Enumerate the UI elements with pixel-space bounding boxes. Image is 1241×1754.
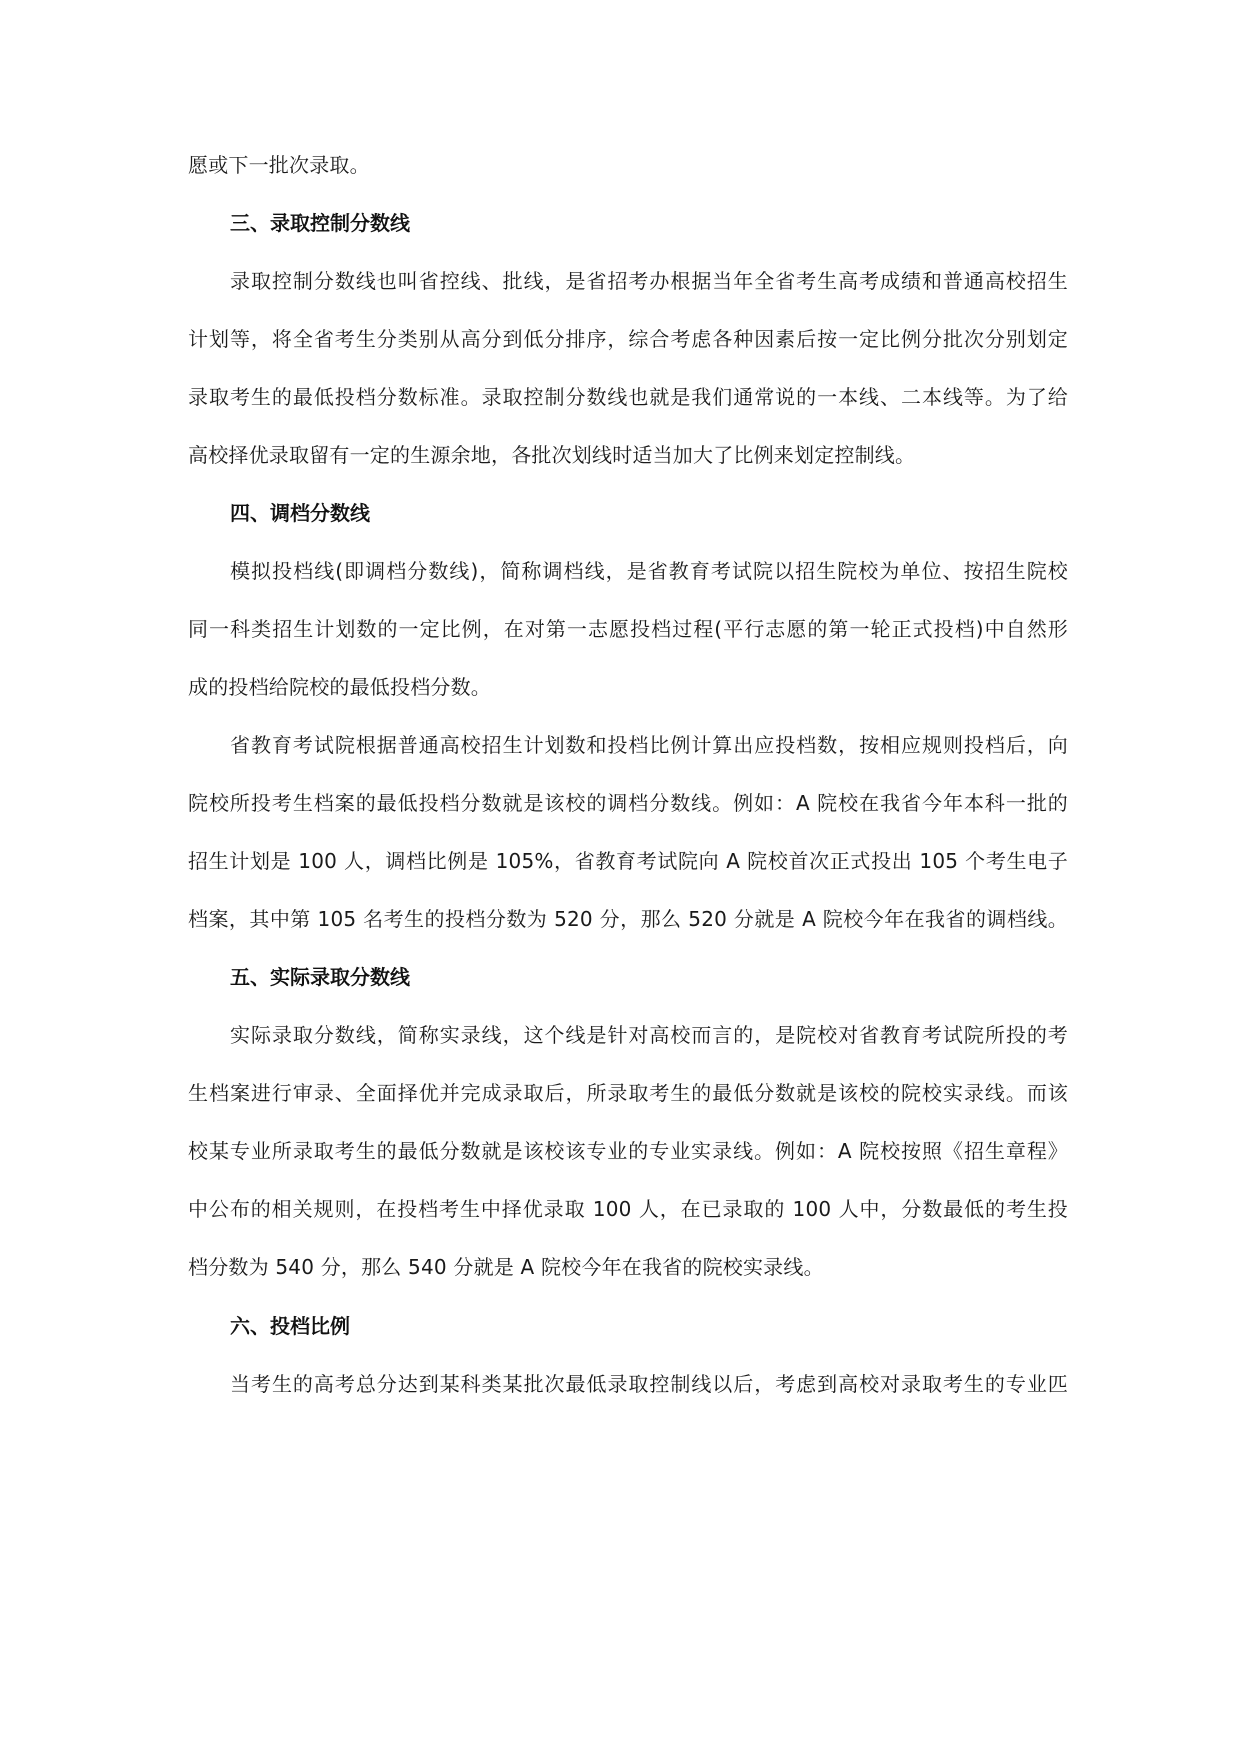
section-4-p1-line-3: 成的投档给院校的最低投档分数。	[188, 675, 491, 699]
continuation-line: 愿或下一批次录取。	[188, 153, 370, 177]
section-4-p2-line-4: 档案，其中第 105 名考生的投档分数为 520 分，那么 520 分就是 A 院校今年在我省的调档线。	[188, 907, 1068, 931]
section-3-line-3: 录取考生的最低投档分数标准。录取控制分数线也就是我们通常说的一本线、二本线等。为了给	[188, 385, 1068, 409]
section-3-line-4: 高校择优录取留有一定的生源余地，各批次划线时适当加大了比例来划定控制线。	[188, 443, 916, 467]
section-5-line-2: 生档案进行审录、全面择优并完成录取后，所录取考生的最低分数就是该校的院校实录线。而该	[188, 1081, 1068, 1105]
section-5-line-1: 实际录取分数线，简称实录线，这个线是针对高校而言的，是院校对省教育考试院所投的考	[230, 1023, 1068, 1047]
section-3-line-2: 计划等，将全省考生分类别从高分到低分排序，综合考虑各种因素后按一定比例分批次分别划定	[188, 327, 1068, 351]
section-3-heading: 三、录取控制分数线	[230, 211, 410, 235]
section-4-p1-line-1: 模拟投档线(即调档分数线)，简称调档线，是省教育考试院以招生院校为单位、按招生院校	[230, 559, 1068, 583]
section-6-line-1: 当考生的高考总分达到某科类某批次最低录取控制线以后，考虑到高校对录取考生的专业匹	[230, 1372, 1068, 1396]
section-5-line-4: 中公布的相关规则，在投档考生中择优录取 100 人，在已录取的 100 人中，分数最低的考生投	[188, 1197, 1068, 1221]
section-5-heading: 五、实际录取分数线	[230, 965, 410, 989]
section-4-p2-line-2: 院校所投考生档案的最低投档分数就是该校的调档分数线。例如：A 院校在我省今年本科一批的	[188, 791, 1068, 815]
section-6-heading: 六、投档比例	[230, 1314, 350, 1338]
section-4-p1-line-2: 同一科类招生计划数的一定比例，在对第一志愿投档过程(平行志愿的第一轮正式投档)中自然形	[188, 617, 1068, 641]
section-4-p2-line-1: 省教育考试院根据普通高校招生计划数和投档比例计算出应投档数，按相应规则投档后，向	[230, 733, 1068, 757]
section-5-line-3: 校某专业所录取考生的最低分数就是该校该专业的专业实录线。例如：A 院校按照《招生章程》	[188, 1139, 1068, 1163]
section-4-heading: 四、调档分数线	[230, 501, 370, 525]
section-3-line-1: 录取控制分数线也叫省控线、批线，是省招考办根据当年全省考生高考成绩和普通高校招生	[230, 269, 1068, 293]
section-5-line-5: 档分数为 540 分，那么 540 分就是 A 院校今年在我省的院校实录线。	[188, 1255, 824, 1279]
section-4-p2-line-3: 招生计划是 100 人，调档比例是 105%，省教育考试院向 A 院校首次正式投出 105 个考生电子	[188, 849, 1068, 873]
